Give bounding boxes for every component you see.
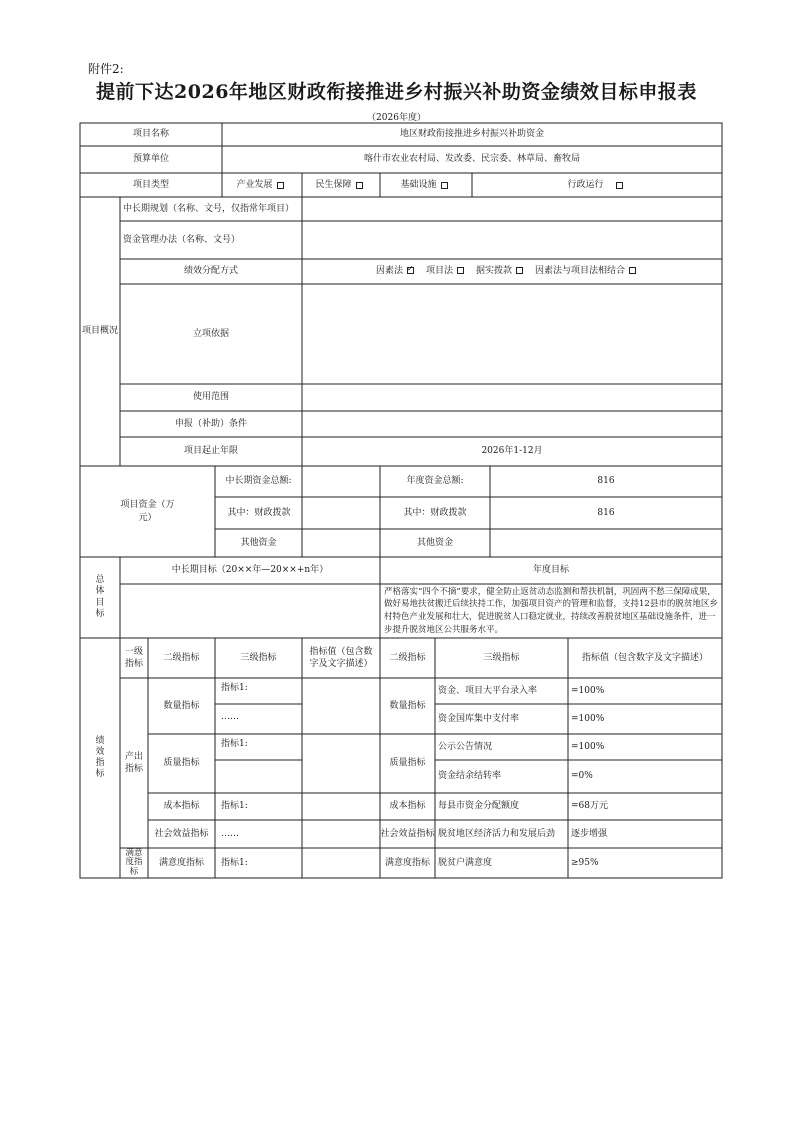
table-row-value: =100% xyxy=(571,713,605,724)
period-value: 2026年1-12月 xyxy=(481,446,543,457)
cost-label-right: 成本指标 xyxy=(389,801,426,812)
checked-checkbox-icon[interactable] xyxy=(407,267,414,274)
col-value-left-header: 指标值（包含数字及文字描述） xyxy=(309,646,373,669)
indicators-label: 绩效指标 xyxy=(95,735,105,780)
table-row-value: =68万元 xyxy=(571,801,608,812)
checkbox-icon[interactable] xyxy=(629,267,636,274)
table-row: 资金国库集中支付率 xyxy=(438,713,520,724)
index1-quality: 指标1: xyxy=(221,739,248,749)
col-value-right-header: 指标值（包含数字及文字描述） xyxy=(581,652,708,663)
cost-label-left: 成本指标 xyxy=(163,801,200,812)
type-industry-label: 产业发展 xyxy=(236,179,273,190)
budget-unit-value: 喀什市农业农村局、发改委、民宗委、林草局、畜牧局 xyxy=(363,154,580,165)
long-fiscal-label: 其中：财政拨款 xyxy=(227,507,291,518)
col-level3-right-header: 三级指标 xyxy=(483,652,520,663)
conditions-label: 申报（补助）条件 xyxy=(174,418,247,429)
scope-label: 使用范围 xyxy=(192,392,229,403)
type-infrastructure[interactable] xyxy=(380,173,472,197)
satisfaction-indicator-label: 满意度指标 xyxy=(125,847,143,877)
checkbox-icon[interactable] xyxy=(616,182,623,189)
index1-quantity: 指标1: xyxy=(221,683,248,693)
table-row: 资金、项目大平台录入率 xyxy=(438,685,538,696)
table-row: 脱贫地区经济活力和发展后劲 xyxy=(438,828,556,839)
alloc-label: 绩效分配方式 xyxy=(183,266,238,277)
table-row: 每县市资金分配额度 xyxy=(438,801,520,812)
alloc-option-combined-label: 因素法与项目法相结合 xyxy=(535,266,626,277)
mgmt-label: 资金管理办法（名称、文号） xyxy=(123,234,241,245)
basis-label: 立项依据 xyxy=(192,328,229,339)
col-level1-header: 一级指标 xyxy=(124,646,143,669)
index1-cost: 指标1: xyxy=(221,801,248,812)
index1-satisfaction: 指标1: xyxy=(221,857,248,868)
attachment-label: 附件2: xyxy=(88,62,124,76)
social-label-left: 社会效益指标 xyxy=(154,828,209,839)
ellipsis-quantity: …… xyxy=(221,711,239,722)
quantity-label-right: 数量指标 xyxy=(389,700,426,711)
table-row: 资金结余结转率 xyxy=(438,771,502,782)
long-total-label: 中长期资金总额: xyxy=(225,476,292,487)
form-year: （2026年度） xyxy=(367,113,426,123)
type-administration-label: 行政运行 xyxy=(567,179,604,190)
quality-label-left: 质量指标 xyxy=(163,758,200,769)
type-livelihood-label: 民生保障 xyxy=(315,179,352,190)
table-row-value: =100% xyxy=(571,741,605,752)
type-infrastructure-label: 基础设施 xyxy=(400,179,437,190)
output-indicator-label: 产出指标 xyxy=(124,751,143,774)
annual-fiscal-label: 其中：财政拨款 xyxy=(403,507,467,518)
col-level3-header: 三级指标 xyxy=(240,652,277,663)
annual-other-label: 其他资金 xyxy=(416,537,453,548)
checkbox-icon[interactable] xyxy=(356,182,363,189)
satisfaction-label-right: 满意度指标 xyxy=(384,857,430,868)
annual-total-label: 年度资金总额: xyxy=(406,476,464,487)
budget-unit-label: 预算单位 xyxy=(132,154,169,165)
table-row-value: ≥95% xyxy=(571,857,599,868)
annual-goal-label: 年度目标 xyxy=(532,565,569,576)
goals-label: 总体目标 xyxy=(95,575,105,619)
period-label: 项目起止年限 xyxy=(183,446,238,457)
alloc-option-actual-label: 据实拨款 xyxy=(476,266,513,277)
col-level2-header: 二级指标 xyxy=(163,652,200,663)
table-row: 脱贫户满意度 xyxy=(438,857,493,868)
ellipsis-social: …… xyxy=(221,828,239,839)
funds-label: 项目资金（万元） xyxy=(120,500,175,523)
project-type-label: 项目类型 xyxy=(132,179,169,190)
long-goal-label: 中长期目标（20××年—20××+n年） xyxy=(171,565,329,576)
type-industry[interactable] xyxy=(222,173,302,197)
checkbox-icon[interactable] xyxy=(457,267,464,274)
long-other-label: 其他资金 xyxy=(240,537,277,548)
alloc-option-factor[interactable] xyxy=(376,265,418,277)
social-label-right: 社会效益指标 xyxy=(380,828,435,839)
table-row-value: =0% xyxy=(571,771,593,782)
table-row-value: 逐步增强 xyxy=(571,828,608,839)
alloc-option-project-label: 项目法 xyxy=(425,266,453,277)
table-row: 公示公告情况 xyxy=(438,741,493,752)
plan-label: 中长期规划（名称、文号，仅指常年项目） xyxy=(123,203,295,214)
alloc-option-actual[interactable] xyxy=(476,265,527,277)
alloc-options xyxy=(302,259,722,284)
project-name-label: 项目名称 xyxy=(132,129,169,140)
checkbox-icon[interactable] xyxy=(516,267,523,274)
alloc-option-combined[interactable] xyxy=(535,265,640,277)
type-livelihood[interactable] xyxy=(302,173,380,197)
checkbox-icon[interactable] xyxy=(277,182,284,189)
satisfaction-label-left: 满意度指标 xyxy=(158,857,204,868)
annual-fiscal-value: 816 xyxy=(597,507,615,518)
checkbox-icon[interactable] xyxy=(441,182,448,189)
quality-label-right: 质量指标 xyxy=(389,758,426,769)
annual-total-value: 816 xyxy=(597,476,615,487)
col-level2-right-header: 二级指标 xyxy=(389,652,426,663)
form-title: 提前下达2026年地区财政衔接推进乡村振兴补助资金绩效目标申报表 xyxy=(96,81,697,103)
project-name-value: 地区财政衔接推进乡村振兴补助资金 xyxy=(399,129,544,140)
overview-section-label: 项目概况 xyxy=(81,326,118,337)
type-administration[interactable] xyxy=(472,173,722,197)
alloc-option-factor-label: 因素法 xyxy=(375,266,403,277)
annual-goal-text: 严格落实“四个不摘”要求，健全防止返贫动态监测和帮扶机制，巩固两不愁三保障成果，做好易地扶贫搬迁后续扶持工作，加强项目资产的管理和监督，支持12县市的脱贫地区乡村特色产业发展和壮大，促进脱贫人口稳定就业，持续改善脱贫地区基础设施条件，进一步提升脱贫地区公共服务水平。 xyxy=(384,586,718,635)
table-row-value: =100% xyxy=(571,685,605,696)
alloc-option-project[interactable] xyxy=(426,265,468,277)
quantity-label-left: 数量指标 xyxy=(163,700,200,711)
